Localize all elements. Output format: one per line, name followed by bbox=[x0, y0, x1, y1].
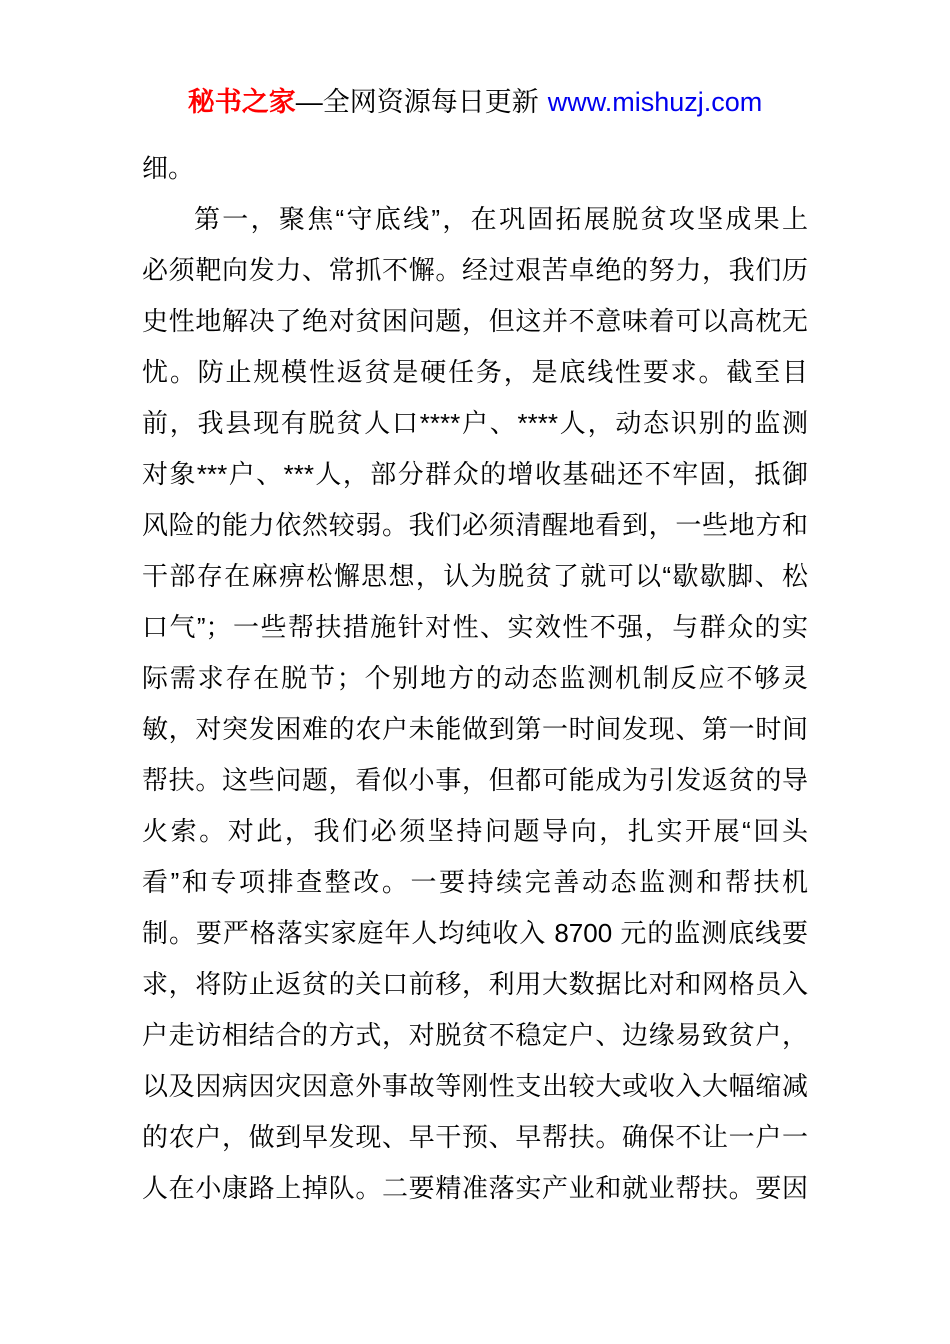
paragraph-line: 看”和专项排查整改。一要持续完善动态监测和帮扶机 bbox=[142, 867, 808, 897]
paragraph-line: 必须靶向发力、常抓不懈。经过艰苦卓绝的努力，我们历 bbox=[142, 255, 808, 285]
site-url-link[interactable]: www.mishuzj.com bbox=[547, 87, 763, 117]
paragraph-line: 火索。对此，我们必须坚持问题导向，扎实开展“回头 bbox=[142, 816, 808, 846]
paragraph bbox=[142, 194, 808, 1214]
paragraph-line: 风险的能力依然较弱。我们必须清醒地看到，一些地方和 bbox=[142, 510, 808, 540]
paragraph-line: 前，我县现有脱贫人口****户、****人，动态识别的监测 bbox=[142, 408, 808, 438]
site-name: 秘书之家 bbox=[187, 87, 296, 117]
paragraph-line: 第一，聚焦“守底线”，在巩固拓展脱贫攻坚成果上 bbox=[194, 204, 808, 234]
paragraph-line: 敏，对突发困难的农户未能做到第一时间发现、第一时间 bbox=[142, 714, 808, 744]
paragraph-line: 际需求存在脱节；个别地方的动态监测机制反应不够灵 bbox=[142, 663, 808, 693]
paragraph-line: 人在小康路上掉队。二要精准落实产业和就业帮扶。要因 bbox=[142, 1173, 808, 1203]
paragraph-line: 干部存在麻痹松懈思想，认为脱贫了就可以“歇歇脚、松 bbox=[142, 561, 808, 591]
paragraph-line: 对象***户、***人，部分群众的增收基础还不牢固，抵御 bbox=[142, 459, 808, 489]
document-body bbox=[142, 143, 808, 1214]
paragraph-remainder: 细。 bbox=[142, 153, 195, 183]
paragraph-line: 的农户，做到早发现、早干预、早帮扶。确保不让一户一 bbox=[142, 1122, 808, 1152]
paragraph-line: 忧。防止规模性返贫是硬任务，是底线性要求。截至目 bbox=[142, 357, 808, 387]
paragraph-line: 史性地解决了绝对贫困问题，但这并不意味着可以高枕无 bbox=[142, 306, 808, 336]
site-header bbox=[0, 84, 950, 120]
paragraph-line: 求，将防止返贫的关口前移，利用大数据比对和网格员入 bbox=[142, 969, 808, 999]
paragraph-line: 制。要严格落实家庭年人均纯收入 8700 元的监测底线要 bbox=[142, 918, 808, 948]
paragraph-line: 口气”；一些帮扶措施针对性、实效性不强，与群众的实 bbox=[142, 612, 808, 642]
paragraph-line: 帮扶。这些问题，看似小事，但都可能成为引发返贫的导 bbox=[142, 765, 808, 795]
paragraph-line: 以及因病因灾因意外事故等刚性支出较大或收入大幅缩减 bbox=[142, 1071, 808, 1101]
paragraph-line: 户走访相结合的方式，对脱贫不稳定户、边缘易致贫户， bbox=[142, 1020, 808, 1050]
header-separator: — bbox=[295, 87, 323, 117]
header-tagline: 全网资源每日更新 bbox=[322, 87, 539, 117]
